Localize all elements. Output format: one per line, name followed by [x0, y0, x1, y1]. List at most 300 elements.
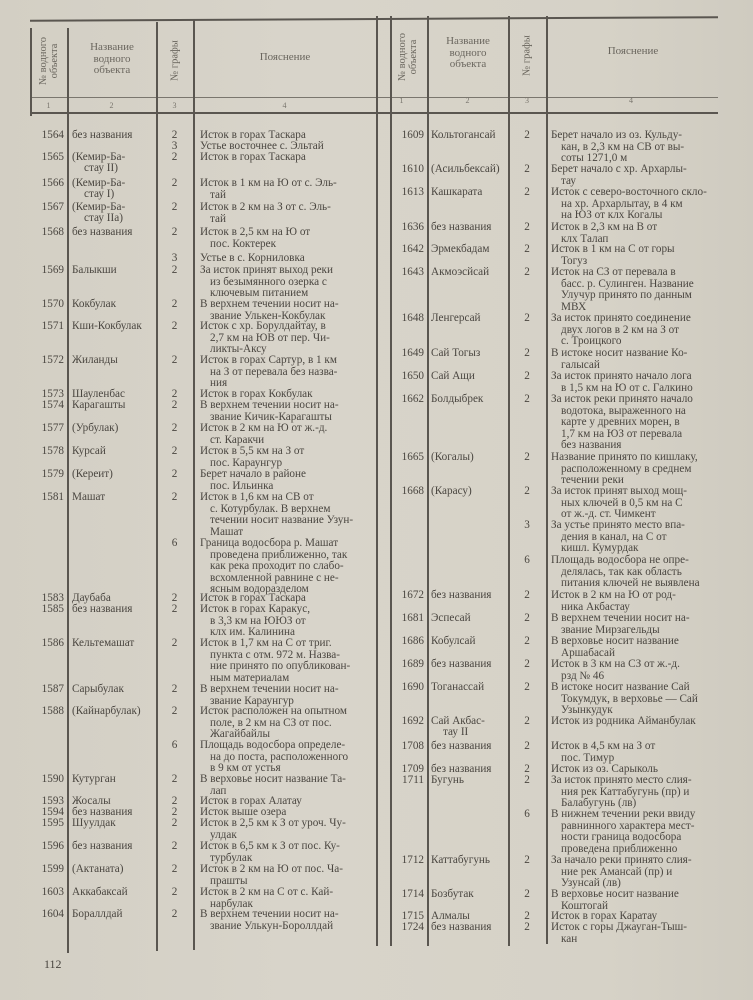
explanation-line: Токумдук, в верховье — Сай	[561, 692, 698, 705]
field-number: 2	[524, 589, 530, 601]
object-number: 1581	[41, 491, 64, 503]
field-number: 2	[171, 226, 178, 238]
header-object-name-right: Название водного объекта	[446, 35, 490, 70]
field-number: 2	[524, 681, 530, 693]
explanation-line: в 3,3 км на ЮЮЗ от	[210, 614, 306, 627]
object-number: 1724	[401, 921, 424, 933]
explanation-line: рзд № 46	[561, 669, 605, 682]
explanation-line: Исток в 2 км на С от с. Кай-	[200, 886, 334, 898]
field-number: 2	[171, 637, 178, 649]
explanation-line: Исток из оз. Сарыколь	[551, 763, 658, 775]
object-name: Кашкарата	[431, 186, 483, 198]
explanation-line: Исток в горах Сартур, в 1 км	[200, 354, 337, 366]
object-number: 1692	[401, 715, 424, 727]
field-number: 2	[171, 886, 178, 898]
object-number: 1712	[401, 854, 424, 866]
explanation-line: галысай	[561, 358, 600, 371]
object-name: (Урбулак)	[72, 422, 119, 434]
explanation-line: Исток в 4,5 км на З от	[551, 740, 656, 752]
explanation-line: кишл. Кумурдак	[561, 542, 639, 554]
explanation	[200, 265, 375, 300]
explanation-line: Исток с северо-восточного скло-	[551, 186, 707, 198]
explanation-line: равнинного характера мест-	[561, 819, 695, 832]
header-object-number: № водного объекта	[38, 37, 60, 85]
object-name: без названия	[72, 129, 133, 141]
object-number: 1571	[41, 320, 64, 332]
explanation	[200, 538, 375, 596]
header-field-number-right: № графы	[521, 35, 533, 76]
explanation	[200, 909, 375, 932]
field-number: 2	[171, 422, 178, 434]
explanation	[200, 299, 375, 322]
object-number: 1650	[401, 370, 424, 382]
field-number: 6	[171, 537, 178, 549]
field-number: 2	[171, 705, 178, 717]
object-number: 1573	[41, 388, 64, 400]
explanation-line: Исток в 2 км на Ю от ж.-д.	[200, 422, 328, 434]
explanation-line: За исток принят выход реки	[200, 264, 333, 276]
explanation-line: В верхнем течении носит на-	[200, 683, 339, 695]
object-number: 1714	[401, 888, 424, 900]
object-number: 1648	[401, 312, 424, 324]
explanation-line: пос. Тимур	[561, 751, 615, 764]
explanation-line: Исток расположен на опытном	[200, 705, 347, 717]
explanation-line: тай	[210, 212, 226, 225]
col-divider	[390, 16, 392, 946]
explanation-line: проведена приближенно, так	[210, 548, 348, 561]
explanation-line: поле, в 2 км на СЗ от пос.	[210, 716, 332, 729]
explanation-line: с. Троицкого	[561, 335, 622, 347]
field-number: 6	[171, 739, 178, 751]
field-number: 2	[171, 683, 178, 695]
object-number: 1642	[401, 243, 424, 255]
explanation	[551, 371, 721, 394]
object-name: (Кайнарбулак)	[72, 705, 141, 717]
explanation-line: в 9 км от устья	[210, 762, 281, 774]
object-number: 1603	[41, 886, 64, 898]
explanation	[551, 613, 721, 636]
col-divider	[67, 28, 69, 953]
explanation-line: ст. Каракчи	[210, 433, 265, 446]
explanation-line: Балабугунь (лв)	[561, 797, 637, 809]
field-number: 6	[524, 554, 530, 566]
field-number: 2	[524, 221, 530, 233]
explanation-line: кан, в 2,3 км на СВ от вы-	[561, 140, 685, 153]
explanation-line: клх им. Калинина	[210, 626, 295, 638]
explanation	[200, 400, 375, 423]
col-divider	[546, 16, 548, 944]
explanation-line: басс. р. Сулинген. Название	[561, 277, 694, 290]
explanation-line: Устье восточнее с. Эльтай	[200, 140, 324, 152]
object-number: 1715	[401, 910, 424, 922]
explanation	[551, 244, 721, 267]
object-name: Сай Тогыз	[431, 347, 481, 359]
object-name: Жиланды	[72, 354, 118, 366]
explanation-line: пункта с отм. 972 м. Назва-	[210, 648, 340, 661]
explanation	[551, 889, 721, 912]
field-number: 2	[171, 840, 178, 852]
col-divider	[508, 16, 510, 946]
field-number: 2	[524, 854, 530, 866]
explanation-line: ясным водоразделом	[210, 583, 309, 595]
object-number: 1681	[401, 612, 424, 624]
col-divider-center	[376, 16, 378, 946]
explanation-line: Исток в горах Таскара	[200, 151, 306, 163]
explanation-line: ника Акбастау	[561, 600, 630, 613]
explanation	[551, 486, 721, 521]
field-number: 2	[171, 177, 178, 189]
explanation-line: Тогуз	[561, 254, 588, 267]
object-number: 1577	[41, 422, 64, 434]
explanation-line: Исток в 2,5 км на Ю от	[200, 226, 311, 238]
object-name: Тоганассай	[431, 681, 485, 693]
explanation-line: Исток в 1 км на Ю от с. Эль-	[200, 177, 337, 189]
object-number: 1594	[41, 806, 64, 818]
explanation-line: За начало реки принято слия-	[551, 854, 692, 866]
field-number: 2	[171, 592, 178, 604]
object-name: Каттабугунь	[431, 854, 491, 866]
explanation	[551, 659, 721, 682]
explanation-line: В верховье носит название Та-	[200, 773, 346, 785]
explanation-line: всхомленной равнине с не-	[210, 571, 339, 584]
explanation-line: Берет начало в районе	[200, 468, 306, 480]
object-name: Машат	[72, 491, 106, 503]
explanation	[551, 222, 721, 245]
explanation-line: Площадь водосбора не опре-	[551, 554, 689, 566]
explanation-line: ных ключей в 0,5 км на С	[561, 496, 683, 509]
explanation-line: В нижнем течении реки ввиду	[551, 808, 696, 820]
object-number: 1668	[401, 485, 424, 497]
explanation-line: соты 1271,0 м	[561, 152, 628, 164]
explanation-line: Узунсай (лв)	[561, 877, 621, 889]
explanation-line: водотока, выраженного на	[561, 404, 686, 417]
object-number: 1570	[41, 298, 64, 310]
field-number: 3	[171, 140, 178, 152]
explanation	[551, 741, 721, 764]
object-number: 1590	[41, 773, 64, 785]
object-name: (Кемир-Ба-	[72, 201, 126, 213]
explanation-line: В верхнем течении носит на-	[551, 612, 690, 624]
field-number: 2	[171, 445, 178, 457]
explanation-line: Машат	[210, 525, 244, 538]
object-name: (Актаната)	[72, 863, 124, 875]
explanation-line: Коштогай	[561, 899, 608, 912]
explanation-line: карте у древних морен, в	[561, 416, 680, 428]
explanation-line: ности граница водосбора	[561, 831, 682, 843]
object-number: 1568	[41, 226, 64, 238]
colnum-1: 1	[46, 101, 51, 110]
object-number: 1665	[401, 451, 424, 463]
explanation-line: дения в канал, на С от	[561, 530, 667, 543]
explanation-line: Исток в горах Кокбулак	[200, 388, 313, 400]
object-number: 1690	[401, 681, 424, 693]
object-name: Алмалы	[431, 910, 470, 922]
object-number: 1564	[41, 129, 64, 141]
explanation	[200, 355, 375, 390]
field-number: 2	[171, 399, 178, 411]
explanation-line: Исток в горах Таскара	[200, 592, 306, 604]
explanation	[200, 841, 375, 864]
header-explanation: Пояснение	[259, 51, 311, 63]
colnum-3: 3	[172, 101, 177, 110]
object-number: 1574	[41, 399, 64, 411]
object-number: 1572	[41, 354, 64, 366]
object-number: 1593	[41, 795, 64, 807]
colnum-3-right: 3	[525, 96, 529, 105]
explanation	[551, 636, 721, 659]
header-explanation-right: Пояснение	[607, 45, 659, 57]
header-object-name: Название водного объекта	[90, 41, 134, 76]
explanation	[200, 638, 375, 684]
object-number: 1643	[401, 266, 424, 278]
explanation	[551, 164, 721, 187]
object-number: 1649	[401, 347, 424, 359]
object-number: 1596	[41, 840, 64, 852]
object-name: Болдыбрек	[431, 393, 484, 405]
object-name: Акмоэсйсай	[431, 266, 490, 278]
field-number: 2	[524, 393, 530, 405]
explanation	[200, 446, 375, 469]
field-number: 2	[524, 129, 530, 141]
field-number: 2	[171, 468, 178, 480]
explanation-line: двух логов в 2 км на З от	[561, 323, 680, 336]
explanation	[200, 604, 375, 639]
explanation-line: Исток в 6,5 км к З от пос. Ку-	[200, 840, 340, 852]
explanation-line: В истоке носит название Сай	[551, 681, 690, 693]
field-number: 2	[171, 773, 178, 785]
explanation	[200, 684, 375, 707]
explanation	[200, 423, 375, 446]
field-number: 2	[171, 129, 178, 141]
col-divider	[427, 16, 429, 946]
explanation	[551, 855, 721, 890]
explanation-line: проведена приближенно	[561, 842, 678, 855]
explanation-line: Устье в с. Корниловка	[200, 252, 305, 264]
explanation-line: от ж.-д. ст. Чимкент	[561, 508, 656, 520]
explanation-line: пос. Коктерек	[210, 237, 277, 250]
object-number: 1709	[401, 763, 424, 775]
object-number: 1708	[401, 740, 424, 752]
explanation-line: пос. Ильинка	[210, 479, 274, 492]
object-name: (Кемир-Ба-	[72, 151, 126, 163]
object-name: Бугунь	[431, 774, 465, 786]
explanation-line: пос. Караунгур	[210, 456, 283, 469]
explanation	[200, 864, 375, 887]
explanation-line: 2,7 км на ЮВ от пер. Чи-	[210, 331, 330, 344]
field-number: 2	[171, 806, 178, 818]
object-number: 1689	[401, 658, 424, 670]
explanation-line: За исток принято начало лога	[551, 370, 692, 382]
explanation-line: За исток принят выход мощ-	[551, 485, 688, 497]
explanation-line: звание Улькен-Кокбулак	[210, 309, 326, 322]
field-number: 2	[171, 201, 178, 213]
object-name: Сарыбулак	[72, 683, 124, 695]
explanation-line: ние рек Амансай (пр) и	[561, 865, 673, 878]
explanation-line: звание Улькун-Бороллдай	[210, 919, 334, 932]
field-number: 2	[171, 264, 178, 276]
explanation-line: Берет начало с хр. Архарлы-	[551, 163, 687, 175]
explanation-line: Исток в горах Каракус,	[200, 603, 311, 615]
field-number: 2	[524, 370, 530, 382]
object-number: 1672	[401, 589, 424, 601]
explanation-line: Граница водосбора р. Машат	[200, 537, 339, 549]
field-number: 2	[524, 921, 530, 933]
object-name: Шуулдак	[72, 817, 116, 829]
object-name: Карагашты	[72, 399, 126, 411]
explanation-line: тау	[561, 174, 577, 187]
field-number: 2	[171, 603, 178, 615]
colnum-4-right: 4	[629, 96, 633, 105]
object-name: Аккабаксай	[72, 886, 128, 898]
colnum-4: 4	[282, 101, 287, 110]
object-name: Сай Ащи	[431, 370, 475, 382]
field-number: 2	[524, 612, 530, 624]
explanation-line: В верхнем течении носит на-	[200, 399, 339, 411]
object-name: Балыкши	[72, 264, 117, 276]
explanation	[551, 267, 721, 313]
explanation-line: Исток в 3 км на СЗ от ж.-д.	[551, 658, 680, 670]
explanation-line: ным материалам	[210, 671, 290, 684]
explanation-line: турбулак	[210, 851, 253, 864]
explanation-line: тай	[210, 188, 226, 201]
explanation-line: Исток с хр. Борулдайтау, в	[200, 320, 326, 332]
explanation-line: Исток на СЗ от перевала в	[551, 266, 676, 278]
explanation-line: с. Котурбулак. В верхнем	[210, 502, 331, 515]
field-number: 2	[171, 908, 178, 920]
field-number: 2	[171, 388, 178, 400]
object-name: Ленгерсай	[431, 312, 481, 324]
object-number: 1613	[401, 186, 424, 198]
object-name-cont: тау II	[443, 726, 469, 738]
colnum-1-right: 1	[399, 96, 404, 105]
object-name: Кутурган	[72, 773, 116, 785]
object-number: 1578	[41, 445, 64, 457]
object-number: 1585	[41, 603, 64, 615]
explanation	[200, 740, 375, 775]
explanation	[551, 130, 721, 165]
explanation-line: Исток в 2 км на Ю от род-	[551, 589, 676, 601]
explanation-line: Исток в 1,6 км на СВ от	[200, 491, 314, 503]
explanation	[200, 469, 375, 492]
field-number: 2	[171, 320, 178, 332]
field-number: 2	[524, 485, 530, 497]
explanation-line: В верховье носит название	[551, 635, 679, 647]
explanation	[200, 774, 375, 797]
explanation-line: Исток в горах Каратау	[551, 910, 658, 922]
object-number: 1583	[41, 592, 64, 604]
explanation-line: течении носит название Узун-	[210, 514, 354, 526]
explanation-line: как река проходит по слабо-	[210, 560, 344, 572]
explanation	[200, 818, 375, 841]
field-number: 2	[524, 635, 530, 647]
object-name: Сай Акбас-	[431, 715, 485, 727]
explanation-line: кан	[561, 932, 578, 945]
field-number: 2	[524, 740, 530, 752]
field-number: 2	[524, 243, 530, 255]
object-name: Жосалы	[72, 795, 111, 807]
explanation	[551, 922, 721, 945]
explanation-line: без названия	[561, 439, 622, 451]
object-name: без названия	[431, 763, 492, 775]
object-name: без названия	[431, 221, 492, 233]
object-name: Кельтемашат	[72, 637, 135, 649]
explanation	[551, 682, 721, 717]
explanation	[551, 555, 721, 590]
object-name: Даубаба	[72, 592, 111, 604]
object-name: Кобулсай	[431, 635, 476, 647]
object-number: 1595	[41, 817, 64, 829]
object-name: Кши-Кокбулак	[72, 320, 142, 332]
object-name: (Карасу)	[431, 485, 472, 497]
explanation-line: течении реки	[561, 474, 624, 486]
explanation-line: ние принято по опубликован-	[210, 660, 351, 672]
object-name: Кольтогансай	[431, 129, 496, 141]
explanation-line: Площадь водосбора определе-	[200, 739, 346, 751]
explanation-line: Исток в горах Алатау	[200, 795, 302, 807]
explanation	[551, 520, 721, 555]
explanation-line: В верхнем течении носит на-	[200, 908, 339, 920]
field-number: 2	[171, 795, 178, 807]
explanation-line: звание Мирзагельды	[561, 623, 660, 636]
explanation-line: Исток в 1 км на С от горы	[551, 243, 675, 255]
explanation-line: Исток в 2 км на Ю от пос. Ча-	[200, 863, 343, 875]
object-number: 1604	[41, 908, 64, 920]
explanation-line: МВХ	[561, 300, 587, 313]
explanation	[200, 227, 375, 250]
field-number: 2	[524, 451, 530, 463]
explanation-line: ключевым питанием	[210, 287, 309, 299]
explanation-line: В истоке носит название Ко-	[551, 347, 688, 359]
explanation	[200, 706, 375, 741]
explanation-line: Исток в 5,5 км на З от	[200, 445, 305, 457]
explanation	[200, 152, 375, 164]
explanation-line: Улучур принято по данным	[561, 289, 692, 301]
explanation-line: Исток с горы Джауган-Тыш-	[551, 921, 687, 933]
explanation-line: лап	[210, 784, 227, 797]
object-number: 1565	[41, 151, 64, 163]
field-number: 2	[524, 658, 530, 670]
object-name: Бозбутак	[431, 888, 474, 900]
explanation-line: питания ключей не выявлена	[561, 577, 700, 589]
field-number: 2	[524, 774, 530, 786]
explanation-line: клх Талап	[561, 232, 609, 245]
object-name: без названия	[72, 806, 133, 818]
explanation-line: на ЮЗ от клх Когалы	[561, 209, 663, 221]
explanation-line: Название принято по кишлаку,	[551, 451, 698, 463]
explanation-line: ликты-Аксу	[210, 343, 267, 355]
field-number: 2	[171, 298, 178, 310]
object-number: 1579	[41, 468, 64, 480]
col-divider	[193, 20, 195, 950]
explanation-line: Узынкудук	[561, 704, 613, 716]
explanation	[200, 492, 375, 538]
explanation-line: Жагайбайлы	[210, 728, 270, 740]
field-number: 2	[524, 763, 530, 775]
explanation-line: из безымянного озерка с	[210, 275, 327, 288]
page-number: 112	[44, 957, 62, 971]
explanation	[551, 452, 721, 487]
explanation-line: За исток реки принято начало	[551, 393, 693, 405]
explanation-line: расположенному в среднем	[561, 462, 692, 475]
explanation-line: ния рек Каттабугунь (пр) и	[561, 785, 690, 798]
explanation-line: Исток выше озера	[200, 806, 287, 818]
field-number: 2	[171, 354, 178, 366]
header-object-number-right: № водного объекта	[397, 33, 419, 81]
explanation-line: на до поста, расположенного	[210, 750, 349, 763]
explanation-line: звание Кичик-Карагашты	[210, 410, 332, 423]
field-number: 2	[171, 491, 178, 503]
object-name: Шауленбас	[72, 388, 125, 400]
